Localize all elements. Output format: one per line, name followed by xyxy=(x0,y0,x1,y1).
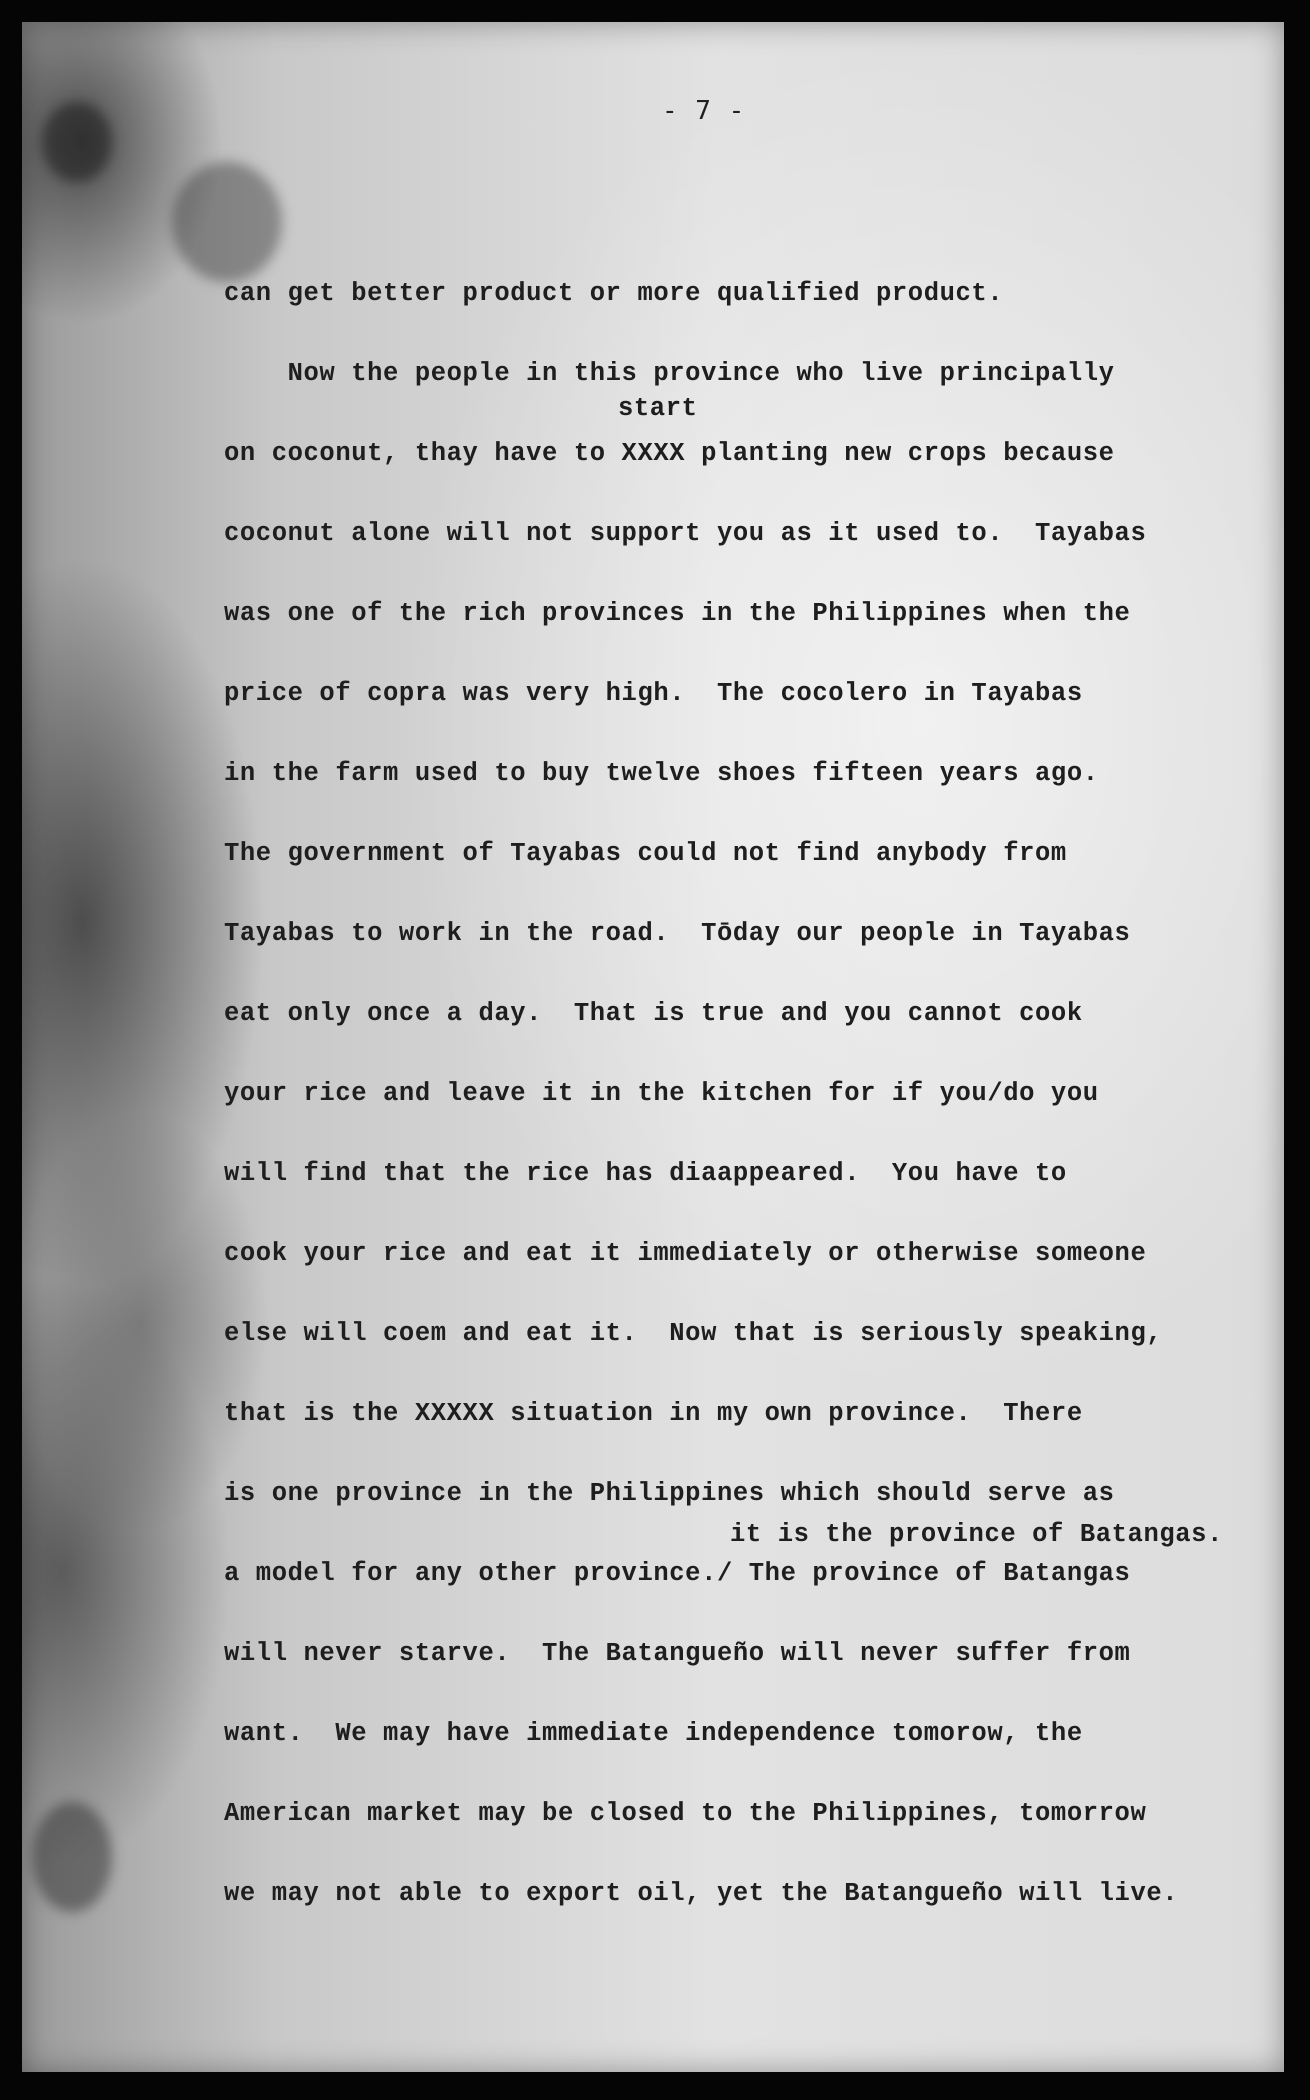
text-line: American market may be closed to the Philippines, tomorrow xyxy=(224,1799,1147,1828)
text-line: was one of the rich provinces in the Philippines when the xyxy=(224,599,1131,628)
text-line: eat only once a day. That is true and you cannot cook xyxy=(224,999,1083,1028)
text-line: price of copra was very high. The cocolero in Tayabas xyxy=(224,679,1083,708)
ink-stain xyxy=(32,1802,112,1912)
text-line: is one province in the Philippines which should serve as xyxy=(224,1479,1115,1508)
text-line: your rice and leave it in the kitchen for if you/do you xyxy=(224,1079,1099,1108)
body-text xyxy=(224,274,1204,1954)
typed-insertion-batangas: it is the province of Batangas. xyxy=(730,1520,1223,1549)
text-line: in the farm used to buy twelve shoes fifteen years ago. xyxy=(224,759,1099,788)
text-line: we may not able to export oil, yet the Batangueño will live. xyxy=(224,1879,1179,1908)
text-line: will never starve. The Batangueño will never suffer from xyxy=(224,1639,1131,1668)
text-line: will find that the rice has diaappeared. You have to xyxy=(224,1159,1067,1188)
text-line: coconut alone will not support you as it used to. Tayabas xyxy=(224,519,1147,548)
text-line: a model for any other province./ The province of Batangas xyxy=(224,1559,1131,1588)
text-line: on coconut, thay have to XXXX planting new crops because xyxy=(224,439,1115,468)
text-line: can get better product or more qualified product. xyxy=(224,279,1004,308)
ink-stain xyxy=(42,102,112,182)
document-page xyxy=(22,22,1284,2072)
text-line: else will coem and eat it. Now that is seriously speaking, xyxy=(224,1319,1163,1348)
text-line: want. We may have immediate independence tomorow, the xyxy=(224,1719,1083,1748)
ink-stain xyxy=(172,162,282,282)
text-line: that is the XXXXX situation in my own province. There xyxy=(224,1399,1083,1428)
handwritten-insertion-start: start xyxy=(618,394,698,423)
text-line: Tayabas to work in the road. Tōday our people in Tayabas xyxy=(224,919,1131,948)
page-number: - 7 - xyxy=(662,96,746,126)
text-line: cook your rice and eat it immediately or otherwise someone xyxy=(224,1239,1147,1268)
text-line: The government of Tayabas could not find anybody from xyxy=(224,839,1067,868)
text-line: Now the people in this province who live principally xyxy=(224,359,1115,388)
